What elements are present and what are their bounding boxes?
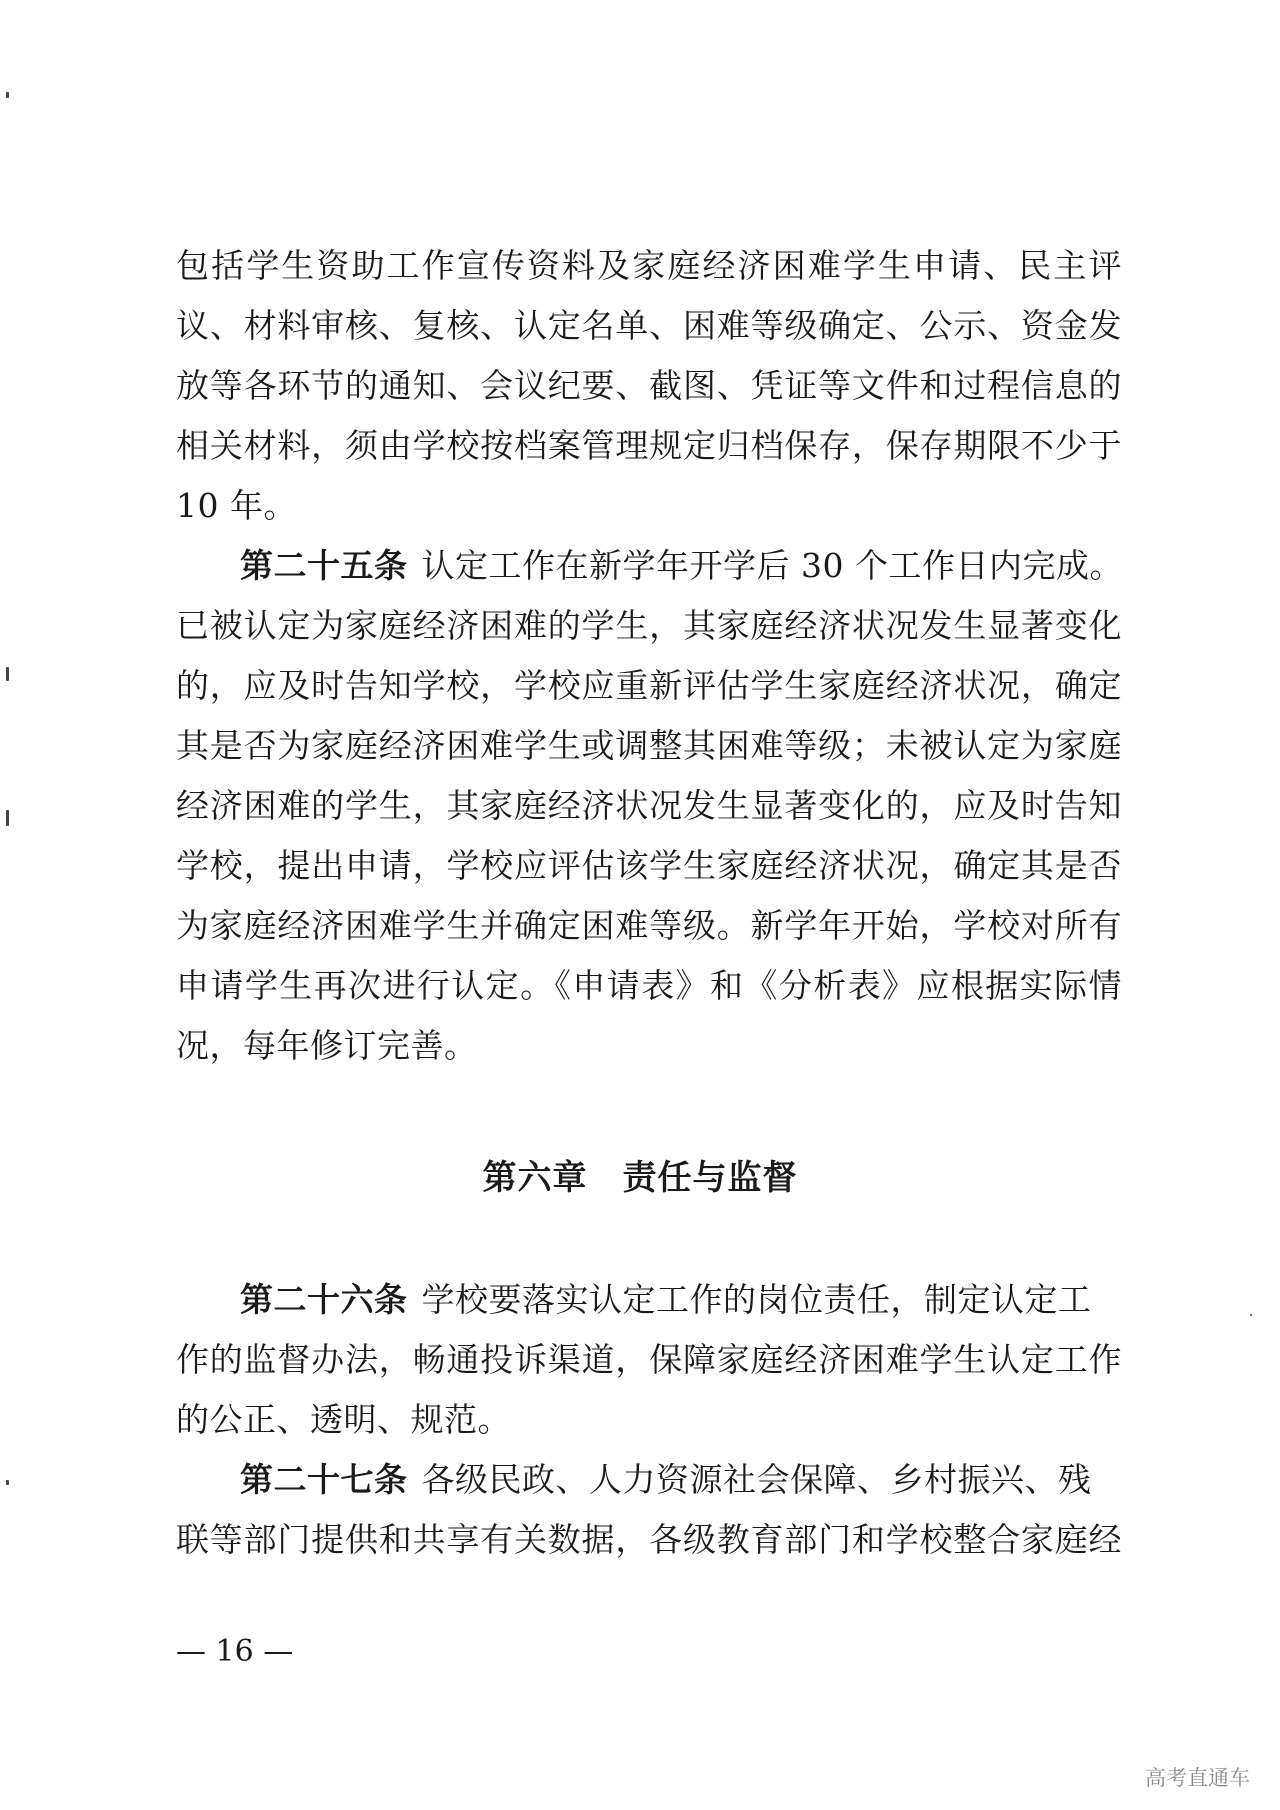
paragraph-line: 申请学生再次进行认定。《申请表》和《分析表》应根据实际情: [176, 966, 1122, 1005]
article-heading: 第二十五条: [240, 546, 408, 585]
scan-speck: [6, 810, 9, 826]
paragraph-line: 学校，提出申请，学校应评估该学生家庭经济状况，确定其是否: [176, 846, 1122, 885]
paragraph-line: 作的监督办法，畅通投诉渠道，保障家庭经济困难学生认定工作: [176, 1340, 1122, 1379]
paragraph-line: 联等部门提供和共享有关数据，各级教育部门和学校整合家庭经: [176, 1520, 1122, 1559]
paragraph-line: 的，应及时告知学校，学校应重新评估学生家庭经济状况，确定: [176, 666, 1122, 705]
article-27-line: [240, 1460, 1122, 1500]
paragraph-line: 为家庭经济困难学生并确定困难等级。新学年开始，学校对所有: [176, 906, 1122, 945]
scan-speck: [6, 667, 9, 681]
paragraph-line: 相关材料，须由学校按档案管理规定归档保存，保存期限不少于: [176, 426, 1122, 465]
article-text: 认定工作在新学年开学后 30 个工作日内完成。: [421, 546, 1123, 585]
chapter-title: 第六章 责任与监督: [482, 1158, 798, 1198]
article-25-line: [240, 546, 1122, 586]
paragraph-line: 经济困难的学生，其家庭经济状况发生显著变化的，应及时告知: [176, 786, 1122, 825]
watermark: 高考直通车: [1145, 1766, 1250, 1790]
paragraph-line: 10 年。: [176, 486, 297, 525]
article-text: 各级民政、人力资源社会保障、乡村振兴、残: [421, 1460, 1092, 1499]
paragraph-line: 放等各环节的通知、会议纪要、截图、凭证等文件和过程信息的: [176, 366, 1122, 405]
article-26-line: [240, 1280, 1122, 1320]
article-text: 学校要落实认定工作的岗位责任，制定认定工: [421, 1280, 1092, 1319]
article-heading: 第二十六条: [240, 1280, 408, 1319]
scan-speck: [6, 92, 9, 98]
paragraph-line: 况，每年修订完善。: [176, 1026, 478, 1065]
scan-speck: [6, 1480, 9, 1485]
page-number: — 16 —: [176, 1634, 294, 1669]
scan-speck: [1250, 1314, 1252, 1316]
paragraph-line: 议、材料审核、复核、认定名单、困难等级确定、公示、资金发: [176, 306, 1122, 345]
paragraph-line: 已被认定为家庭经济困难的学生，其家庭经济状况发生显著变化: [176, 606, 1122, 645]
article-heading: 第二十七条: [240, 1460, 408, 1499]
paragraph-line: 其是否为家庭经济困难学生或调整其困难等级；未被认定为家庭: [176, 726, 1122, 765]
paragraph-line: 的公正、透明、规范。: [176, 1400, 511, 1439]
paragraph-line: 包括学生资助工作宣传资料及家庭经济困难学生申请、民主评: [176, 246, 1122, 285]
